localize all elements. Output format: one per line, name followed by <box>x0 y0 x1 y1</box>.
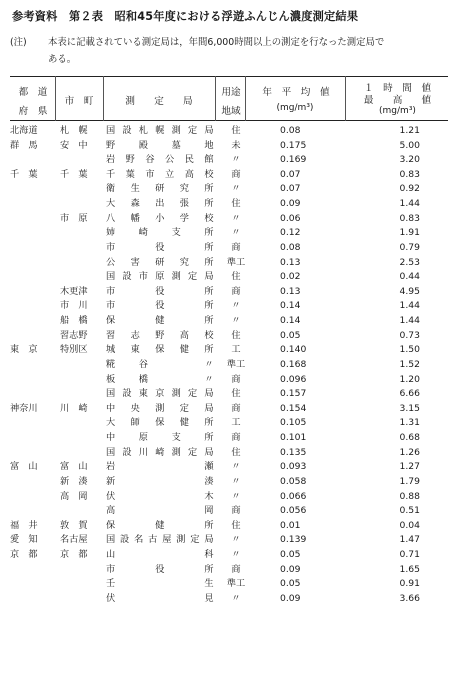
header-max-top: １ 時 間 値 <box>363 83 432 94</box>
cell-hourly-max: 3.20 <box>399 154 420 166</box>
cell-annual-average: 0.14 <box>280 300 301 312</box>
cell-area-use: 〃 <box>231 227 241 239</box>
cell-hourly-max: 0.04 <box>399 519 420 531</box>
cell-hourly-max: 0.91 <box>399 578 420 590</box>
cell-station: 八幡小学校 <box>106 212 214 224</box>
cell-city: 市 川 <box>60 300 88 312</box>
cell-annual-average: 0.06 <box>280 212 301 224</box>
cell-area-use: 商 <box>231 285 241 297</box>
cell-hourly-max: 0.51 <box>399 505 420 517</box>
cell-station: 大師保健所 <box>106 417 214 429</box>
cell-area-use: 商 <box>231 402 241 414</box>
cell-area-use: 工 <box>231 344 241 356</box>
cell-prefecture: 北海道 <box>10 125 38 136</box>
cell-area-use: 〃 <box>231 592 241 604</box>
cell-station: 国設東京測定局 <box>106 388 214 400</box>
cell-area-use: 〃 <box>231 183 241 195</box>
table-row <box>10 460 448 475</box>
cell-hourly-max: 1.27 <box>399 461 420 473</box>
table-row <box>10 124 448 139</box>
cell-area-use: 商 <box>231 505 241 517</box>
cell-city: 習志野 <box>60 329 88 341</box>
table-row <box>10 299 448 314</box>
table-row <box>10 270 448 285</box>
table-row <box>10 153 448 168</box>
cell-annual-average: 0.13 <box>280 285 301 297</box>
table-row <box>10 431 448 446</box>
cell-area-use: 住 <box>231 125 241 136</box>
table-row <box>10 139 448 154</box>
header-pref-bottom: 府 県 <box>18 106 48 117</box>
cell-station: 公害研究所 <box>106 256 214 268</box>
column-divider-city <box>103 76 104 121</box>
table-row <box>10 416 448 431</box>
cell-station: 衛生研究所 <box>106 183 214 195</box>
table-row <box>10 387 448 402</box>
table-row <box>10 519 448 534</box>
cell-area-use: 住 <box>231 271 241 283</box>
cell-station: 岩野谷公民館 <box>106 154 214 166</box>
cell-hourly-max: 0.83 <box>399 212 420 224</box>
cell-annual-average: 0.101 <box>280 432 307 444</box>
cell-hourly-max: 0.88 <box>399 490 420 502</box>
table-row <box>10 577 448 592</box>
cell-area-use: 〃 <box>231 300 241 312</box>
cell-area-use: 〃 <box>231 154 241 166</box>
cell-city: 富 山 <box>60 461 88 473</box>
cell-city: 新 湊 <box>60 475 88 487</box>
cell-annual-average: 0.066 <box>280 490 307 502</box>
cell-station: 保健所 <box>106 519 214 531</box>
cell-annual-average: 0.07 <box>280 183 301 195</box>
table-row <box>10 256 448 271</box>
cell-annual-average: 0.13 <box>280 256 301 268</box>
table-row <box>10 446 448 461</box>
cell-station: 高岡 <box>106 505 214 517</box>
cell-city: 名古屋 <box>60 534 88 546</box>
cell-area-use: 商 <box>231 373 241 385</box>
cell-annual-average: 0.105 <box>280 417 307 429</box>
table-row <box>10 548 448 563</box>
table-row <box>10 563 448 578</box>
cell-area-use: 〃 <box>231 490 241 502</box>
cell-hourly-max: 1.52 <box>399 358 420 370</box>
table-row <box>10 285 448 300</box>
cell-station: 岩瀬 <box>106 461 214 473</box>
cell-annual-average: 0.05 <box>280 578 301 590</box>
cell-station: 市役所 <box>106 300 214 312</box>
cell-annual-average: 0.168 <box>280 358 307 370</box>
cell-city: 特別区 <box>60 344 88 356</box>
cell-annual-average: 0.09 <box>280 592 301 604</box>
cell-station: 市役所 <box>106 563 214 575</box>
cell-hourly-max: 0.68 <box>399 432 420 444</box>
cell-prefecture: 富 山 <box>10 461 38 473</box>
table-row <box>10 533 448 548</box>
header-area-top: 用途 <box>221 87 241 98</box>
cell-hourly-max: 0.79 <box>399 241 420 253</box>
cell-area-use: 商 <box>231 563 241 575</box>
cell-area-use: 〃 <box>231 315 241 327</box>
cell-area-use: 〃 <box>231 534 241 546</box>
cell-city: 川 崎 <box>60 402 88 414</box>
cell-station: 新湊 <box>106 475 214 487</box>
cell-annual-average: 0.175 <box>280 139 307 151</box>
cell-annual-average: 0.08 <box>280 241 301 253</box>
cell-hourly-max: 3.15 <box>399 402 420 414</box>
cell-hourly-max: 1.21 <box>399 125 420 136</box>
cell-station: 千葉市立高校 <box>106 168 214 180</box>
cell-station: 野殿墓地 <box>106 139 214 151</box>
table-row <box>10 475 448 490</box>
cell-hourly-max: 1.44 <box>399 300 420 312</box>
table-row <box>10 592 448 607</box>
cell-area-use: 準工 <box>226 256 246 268</box>
cell-annual-average: 0.02 <box>280 271 301 283</box>
table-row <box>10 241 448 256</box>
cell-station: 中原支所 <box>106 432 214 444</box>
header-max-mid: 最 高 値 <box>363 95 432 106</box>
cell-hourly-max: 6.66 <box>399 388 420 400</box>
header-avg-unit: (mg/m³) <box>276 103 314 113</box>
cell-annual-average: 0.154 <box>280 402 307 414</box>
cell-prefecture: 千 葉 <box>10 168 38 180</box>
cell-hourly-max: 1.91 <box>399 227 420 239</box>
cell-area-use: 商 <box>231 168 241 180</box>
table-row <box>10 168 448 183</box>
table-row <box>10 358 448 373</box>
cell-station: 国設名古屋測定局 <box>106 534 214 546</box>
cell-city: 木更津 <box>60 285 88 297</box>
table-row <box>10 226 448 241</box>
table-header-rule <box>10 120 448 121</box>
cell-prefecture: 東 京 <box>10 344 38 356</box>
cell-hourly-max: 1.65 <box>399 563 420 575</box>
cell-annual-average: 0.093 <box>280 461 307 473</box>
header-pref-top: 都 道 <box>18 87 48 98</box>
cell-annual-average: 0.157 <box>280 388 307 400</box>
header-area-bottom: 地域 <box>221 106 241 117</box>
cell-annual-average: 0.169 <box>280 154 307 166</box>
cell-hourly-max: 1.47 <box>399 534 420 546</box>
note-text-line1: 本表に記載されている測定局は，年間6,000時間以上の測定を行なった測定局で <box>48 37 385 48</box>
table-row <box>10 314 448 329</box>
column-divider-area <box>245 76 246 121</box>
header-max-unit: (mg/m³) <box>379 106 416 116</box>
cell-station: 保健所 <box>106 315 214 327</box>
table-row <box>10 212 448 227</box>
cell-city: 高 岡 <box>60 490 88 502</box>
cell-hourly-max: 0.73 <box>399 329 420 341</box>
cell-station: 国設市原測定局 <box>106 271 214 283</box>
cell-station: 姉崎支所 <box>106 227 214 239</box>
cell-annual-average: 0.05 <box>280 548 301 560</box>
cell-station: 大森出張所 <box>106 198 214 210</box>
cell-city: 札 幌 <box>60 125 88 136</box>
cell-hourly-max: 2.53 <box>399 256 420 268</box>
cell-hourly-max: 4.95 <box>399 285 420 297</box>
cell-hourly-max: 1.26 <box>399 446 420 458</box>
table-top-rule <box>10 76 448 77</box>
cell-area-use: 住 <box>231 519 241 531</box>
cell-annual-average: 0.135 <box>280 446 307 458</box>
header-avg: 年 平 均 値 <box>262 87 330 98</box>
cell-annual-average: 0.05 <box>280 329 301 341</box>
cell-station: 中央測定局 <box>106 402 214 414</box>
cell-hourly-max: 0.83 <box>399 168 420 180</box>
cell-hourly-max: 0.92 <box>399 183 420 195</box>
cell-city: 京 都 <box>60 548 88 560</box>
cell-city: 市 原 <box>60 212 88 224</box>
cell-hourly-max: 0.44 <box>399 271 420 283</box>
column-divider-avg <box>345 76 346 121</box>
cell-prefecture: 神奈川 <box>10 402 38 414</box>
cell-annual-average: 0.01 <box>280 519 301 531</box>
cell-station: 伏木 <box>106 490 214 502</box>
cell-prefecture: 群 馬 <box>10 139 38 151</box>
note-text-line2: ある。 <box>48 54 77 65</box>
cell-annual-average: 0.058 <box>280 475 307 487</box>
cell-area-use: 〃 <box>231 475 241 487</box>
cell-hourly-max: 0.71 <box>399 548 420 560</box>
cell-hourly-max: 1.50 <box>399 344 420 356</box>
table-row <box>10 490 448 505</box>
cell-station: 国設川崎測定局 <box>106 446 214 458</box>
cell-city: 敦 賀 <box>60 519 88 531</box>
table-row <box>10 329 448 344</box>
cell-station: 習志野高校 <box>106 329 214 341</box>
column-divider-pref <box>55 76 56 121</box>
cell-area-use: 準工 <box>226 578 246 590</box>
cell-hourly-max: 5.00 <box>399 139 420 151</box>
cell-area-use: 〃 <box>231 212 241 224</box>
cell-area-use: 住 <box>231 446 241 458</box>
cell-annual-average: 0.12 <box>280 227 301 239</box>
page-title: 参考資料 第２表 昭和45年度における浮遊ふんじん濃度測定結果 <box>12 10 359 23</box>
cell-annual-average: 0.139 <box>280 534 307 546</box>
cell-prefecture: 京 都 <box>10 548 38 560</box>
cell-hourly-max: 1.44 <box>399 198 420 210</box>
cell-area-use: 商 <box>231 241 241 253</box>
column-divider-station <box>215 76 216 121</box>
table-row <box>10 182 448 197</box>
cell-station: 伏見 <box>106 592 214 604</box>
cell-prefecture: 愛 知 <box>10 534 38 546</box>
table-row <box>10 343 448 358</box>
cell-station: 壬生 <box>106 578 214 590</box>
cell-station: 板橋 〃 <box>106 373 214 385</box>
table-row <box>10 197 448 212</box>
cell-area-use: 工 <box>231 417 241 429</box>
table-row <box>10 504 448 519</box>
cell-station: 国設札幌測定局 <box>106 125 214 136</box>
cell-area-use: 準工 <box>226 358 246 370</box>
cell-city: 安 中 <box>60 139 88 151</box>
cell-station: 城東保健所 <box>106 344 214 356</box>
cell-hourly-max: 3.66 <box>399 592 420 604</box>
cell-hourly-max: 1.44 <box>399 315 420 327</box>
cell-prefecture: 福 井 <box>10 519 38 531</box>
cell-area-use: 商 <box>231 432 241 444</box>
header-city: 市 町 <box>64 96 94 107</box>
cell-hourly-max: 1.31 <box>399 417 420 429</box>
cell-annual-average: 0.140 <box>280 344 307 356</box>
cell-station: 山科 <box>106 548 214 560</box>
cell-area-use: 〃 <box>231 461 241 473</box>
cell-city: 船 橋 <box>60 315 88 327</box>
cell-annual-average: 0.056 <box>280 505 307 517</box>
cell-area-use: 住 <box>231 329 241 341</box>
cell-annual-average: 0.09 <box>280 198 301 210</box>
cell-station: 市役所 <box>106 241 214 253</box>
cell-station: 市役所 <box>106 285 214 297</box>
cell-city: 千 葉 <box>60 168 88 180</box>
cell-area-use: 住 <box>231 388 241 400</box>
table-row <box>10 402 448 417</box>
cell-annual-average: 0.14 <box>280 315 301 327</box>
cell-annual-average: 0.096 <box>280 373 307 385</box>
table-row <box>10 373 448 388</box>
cell-annual-average: 0.08 <box>280 125 301 136</box>
note-label: (注) <box>10 37 27 48</box>
header-station: 測 定 局 <box>125 96 193 107</box>
cell-hourly-max: 1.79 <box>399 475 420 487</box>
cell-annual-average: 0.07 <box>280 168 301 180</box>
cell-area-use: 未 <box>231 139 241 151</box>
cell-area-use: 住 <box>231 198 241 210</box>
cell-area-use: 〃 <box>231 548 241 560</box>
cell-hourly-max: 1.20 <box>399 373 420 385</box>
cell-station: 糀谷 〃 <box>106 358 214 370</box>
cell-annual-average: 0.09 <box>280 563 301 575</box>
